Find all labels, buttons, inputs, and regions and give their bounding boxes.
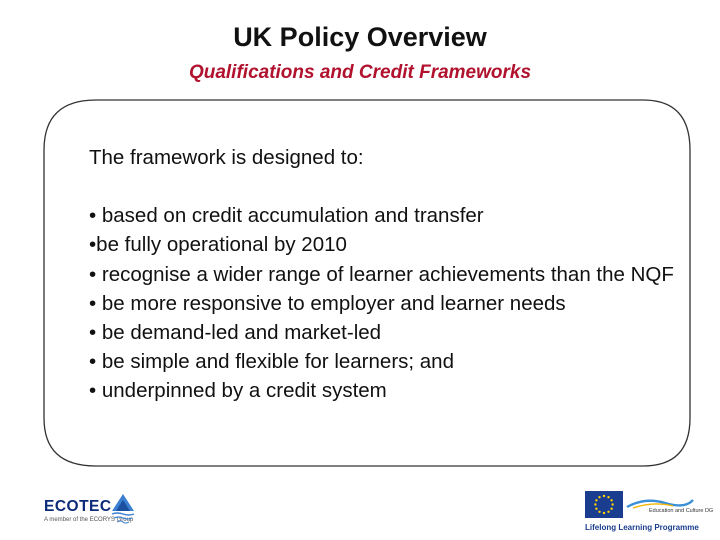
- framework-content: [89, 143, 679, 406]
- ecotec-tagline: A member of the ECORYS Group: [44, 517, 134, 523]
- eu-programme-label: Lifelong Learning Programme: [585, 523, 699, 532]
- bullet-demand-led: • be demand-led and market-led: [89, 321, 382, 345]
- slide-subtitle: Qualifications and Credit Frameworks: [188, 62, 532, 83]
- eu-flag-icon: [585, 491, 623, 518]
- bullet-operational-2010: •be fully operational by 2010: [89, 233, 347, 257]
- framework-bullet-list: [89, 201, 679, 405]
- ecotec-logo: [44, 493, 144, 533]
- ecotec-mountain-icon: [111, 493, 135, 529]
- bullet-simple-flexible: • be simple and flexible for learners; and: [89, 350, 454, 374]
- eu-lifelong-learning-logo: [585, 491, 714, 533]
- framework-intro: The framework is designed to:: [89, 146, 364, 169]
- bullet-learner-achievements: • recognise a wider range of learner achievements than the NQF: [89, 262, 674, 286]
- ecotec-wordmark: ECOTEC: [44, 498, 112, 515]
- bullet-responsive: • be more responsive to employer and learner needs: [89, 291, 566, 315]
- bullet-credit-system: • underpinned by a credit system: [89, 379, 387, 403]
- bullet-credit-accumulation: • based on credit accumulation and transfer: [89, 204, 484, 228]
- eu-dg-label: Education and Culture DG: [649, 508, 714, 514]
- slide-title: UK Policy Overview: [233, 22, 487, 52]
